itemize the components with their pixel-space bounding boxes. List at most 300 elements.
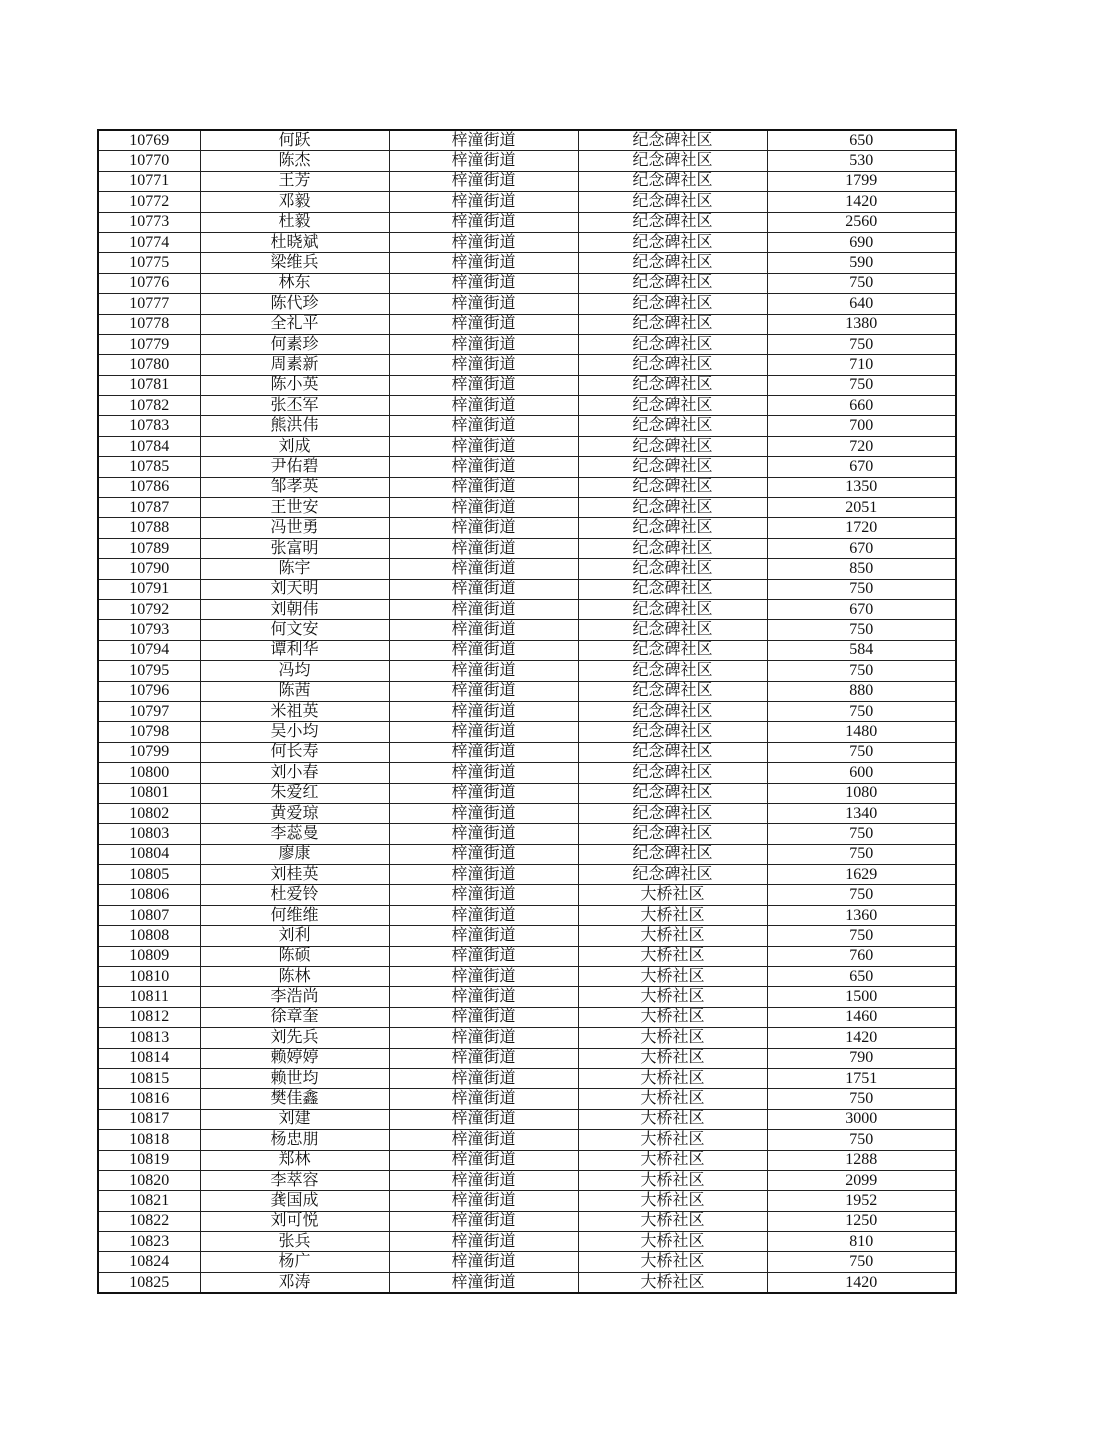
id-cell: 10769 (98, 130, 200, 151)
amount-cell: 3000 (767, 1109, 956, 1129)
street-cell: 梓潼街道 (389, 783, 578, 803)
amount-cell: 1340 (767, 803, 956, 823)
street-cell: 梓潼街道 (389, 375, 578, 395)
amount-cell: 750 (767, 926, 956, 946)
id-cell: 10810 (98, 967, 200, 987)
id-cell: 10784 (98, 436, 200, 456)
street-cell: 梓潼街道 (389, 865, 578, 885)
street-cell: 梓潼街道 (389, 1048, 578, 1068)
amount-cell: 1360 (767, 905, 956, 925)
community-cell: 纪念碑社区 (578, 355, 767, 375)
name-cell: 米祖英 (200, 701, 389, 721)
street-cell: 梓潼街道 (389, 620, 578, 640)
street-cell: 梓潼街道 (389, 599, 578, 619)
community-cell: 大桥社区 (578, 1252, 767, 1272)
amount-cell: 530 (767, 151, 956, 171)
amount-cell: 1420 (767, 1028, 956, 1048)
amount-cell: 2099 (767, 1170, 956, 1190)
name-cell: 刘先兵 (200, 1028, 389, 1048)
community-cell: 纪念碑社区 (578, 701, 767, 721)
community-cell: 纪念碑社区 (578, 661, 767, 681)
table-row (98, 416, 956, 436)
name-cell: 刘利 (200, 926, 389, 946)
name-cell: 张兵 (200, 1232, 389, 1252)
table-row (98, 620, 956, 640)
table-row (98, 1150, 956, 1170)
id-cell: 10813 (98, 1028, 200, 1048)
community-cell: 纪念碑社区 (578, 457, 767, 477)
amount-cell: 650 (767, 130, 956, 151)
name-cell: 陈宇 (200, 559, 389, 579)
id-cell: 10786 (98, 477, 200, 497)
community-cell: 大桥社区 (578, 967, 767, 987)
amount-cell: 690 (767, 232, 956, 252)
name-cell: 冯均 (200, 661, 389, 681)
name-cell: 刘成 (200, 436, 389, 456)
name-cell: 林东 (200, 273, 389, 293)
table-row (98, 151, 956, 171)
community-cell: 纪念碑社区 (578, 416, 767, 436)
table-row (98, 967, 956, 987)
table-row (98, 396, 956, 416)
name-cell: 李萃容 (200, 1170, 389, 1190)
table-row (98, 232, 956, 252)
table-row (98, 1007, 956, 1027)
amount-cell: 750 (767, 844, 956, 864)
amount-cell: 2051 (767, 498, 956, 518)
table-row (98, 661, 956, 681)
id-cell: 10801 (98, 783, 200, 803)
table-row (98, 987, 956, 1007)
street-cell: 梓潼街道 (389, 559, 578, 579)
data-table (97, 129, 957, 1294)
amount-cell: 750 (767, 273, 956, 293)
amount-cell: 670 (767, 457, 956, 477)
amount-cell: 750 (767, 1130, 956, 1150)
street-cell: 梓潼街道 (389, 334, 578, 354)
community-cell: 纪念碑社区 (578, 640, 767, 660)
id-cell: 10783 (98, 416, 200, 436)
table-row (98, 477, 956, 497)
name-cell: 杜晓斌 (200, 232, 389, 252)
id-cell: 10774 (98, 232, 200, 252)
name-cell: 张丕军 (200, 396, 389, 416)
name-cell: 赖婷婷 (200, 1048, 389, 1068)
id-cell: 10781 (98, 375, 200, 395)
community-cell: 纪念碑社区 (578, 375, 767, 395)
name-cell: 陈小英 (200, 375, 389, 395)
street-cell: 梓潼街道 (389, 987, 578, 1007)
amount-cell: 1080 (767, 783, 956, 803)
id-cell: 10816 (98, 1089, 200, 1109)
name-cell: 周素新 (200, 355, 389, 375)
community-cell: 纪念碑社区 (578, 538, 767, 558)
community-cell: 大桥社区 (578, 1211, 767, 1231)
id-cell: 10804 (98, 844, 200, 864)
community-cell: 纪念碑社区 (578, 824, 767, 844)
id-cell: 10807 (98, 905, 200, 925)
id-cell: 10779 (98, 334, 200, 354)
amount-cell: 1288 (767, 1150, 956, 1170)
community-cell: 大桥社区 (578, 905, 767, 925)
amount-cell: 1420 (767, 192, 956, 212)
id-cell: 10782 (98, 396, 200, 416)
street-cell: 梓潼街道 (389, 1089, 578, 1109)
community-cell: 纪念碑社区 (578, 865, 767, 885)
id-cell: 10790 (98, 559, 200, 579)
table-row (98, 294, 956, 314)
amount-cell: 1480 (767, 722, 956, 742)
table-row (98, 640, 956, 660)
table-row (98, 273, 956, 293)
amount-cell: 750 (767, 885, 956, 905)
name-cell: 李蕊曼 (200, 824, 389, 844)
id-cell: 10792 (98, 599, 200, 619)
street-cell: 梓潼街道 (389, 1068, 578, 1088)
community-cell: 大桥社区 (578, 1109, 767, 1129)
name-cell: 全礼平 (200, 314, 389, 334)
street-cell: 梓潼街道 (389, 1252, 578, 1272)
street-cell: 梓潼街道 (389, 824, 578, 844)
community-cell: 纪念碑社区 (578, 722, 767, 742)
table-row (98, 457, 956, 477)
amount-cell: 750 (767, 620, 956, 640)
id-cell: 10771 (98, 171, 200, 191)
street-cell: 梓潼街道 (389, 538, 578, 558)
street-cell: 梓潼街道 (389, 722, 578, 742)
name-cell: 何长寿 (200, 742, 389, 762)
name-cell: 何维维 (200, 905, 389, 925)
community-cell: 纪念碑社区 (578, 742, 767, 762)
street-cell: 梓潼街道 (389, 396, 578, 416)
id-cell: 10787 (98, 498, 200, 518)
amount-cell: 1250 (767, 1211, 956, 1231)
name-cell: 刘天明 (200, 579, 389, 599)
table-row (98, 599, 956, 619)
street-cell: 梓潼街道 (389, 1211, 578, 1231)
name-cell: 刘桂英 (200, 865, 389, 885)
street-cell: 梓潼街道 (389, 1007, 578, 1027)
street-cell: 梓潼街道 (389, 701, 578, 721)
id-cell: 10812 (98, 1007, 200, 1027)
amount-cell: 1460 (767, 1007, 956, 1027)
name-cell: 何文安 (200, 620, 389, 640)
name-cell: 谭利华 (200, 640, 389, 660)
community-cell: 纪念碑社区 (578, 844, 767, 864)
street-cell: 梓潼街道 (389, 498, 578, 518)
community-cell: 大桥社区 (578, 1130, 767, 1150)
table-row (98, 946, 956, 966)
community-cell: 大桥社区 (578, 885, 767, 905)
id-cell: 10796 (98, 681, 200, 701)
amount-cell: 750 (767, 661, 956, 681)
street-cell: 梓潼街道 (389, 763, 578, 783)
community-cell: 纪念碑社区 (578, 803, 767, 823)
table-row (98, 253, 956, 273)
name-cell: 黄爱琼 (200, 803, 389, 823)
id-cell: 10772 (98, 192, 200, 212)
community-cell: 纪念碑社区 (578, 171, 767, 191)
id-cell: 10778 (98, 314, 200, 334)
name-cell: 刘可悦 (200, 1211, 389, 1231)
street-cell: 梓潼街道 (389, 192, 578, 212)
amount-cell: 750 (767, 1252, 956, 1272)
amount-cell: 750 (767, 579, 956, 599)
street-cell: 梓潼街道 (389, 1272, 578, 1293)
name-cell: 刘小春 (200, 763, 389, 783)
name-cell: 李浩尚 (200, 987, 389, 1007)
name-cell: 龚国成 (200, 1191, 389, 1211)
community-cell: 大桥社区 (578, 926, 767, 946)
community-cell: 大桥社区 (578, 1048, 767, 1068)
amount-cell: 750 (767, 701, 956, 721)
street-cell: 梓潼街道 (389, 1150, 578, 1170)
community-cell: 纪念碑社区 (578, 436, 767, 456)
id-cell: 10814 (98, 1048, 200, 1068)
street-cell: 梓潼街道 (389, 518, 578, 538)
street-cell: 梓潼街道 (389, 926, 578, 946)
id-cell: 10777 (98, 294, 200, 314)
street-cell: 梓潼街道 (389, 294, 578, 314)
street-cell: 梓潼街道 (389, 253, 578, 273)
community-cell: 大桥社区 (578, 1089, 767, 1109)
table-row (98, 498, 956, 518)
street-cell: 梓潼街道 (389, 905, 578, 925)
name-cell: 邓涛 (200, 1272, 389, 1293)
amount-cell: 750 (767, 1089, 956, 1109)
name-cell: 冯世勇 (200, 518, 389, 538)
name-cell: 熊洪伟 (200, 416, 389, 436)
community-cell: 大桥社区 (578, 1170, 767, 1190)
name-cell: 王芳 (200, 171, 389, 191)
name-cell: 陈林 (200, 967, 389, 987)
amount-cell: 750 (767, 742, 956, 762)
street-cell: 梓潼街道 (389, 661, 578, 681)
community-cell: 大桥社区 (578, 1232, 767, 1252)
table-row (98, 375, 956, 395)
amount-cell: 1380 (767, 314, 956, 334)
table-row (98, 905, 956, 925)
amount-cell: 1350 (767, 477, 956, 497)
amount-cell: 1720 (767, 518, 956, 538)
name-cell: 何跃 (200, 130, 389, 151)
table-row (98, 1089, 956, 1109)
table-row (98, 783, 956, 803)
table-row (98, 1068, 956, 1088)
table-row (98, 130, 956, 151)
table-row (98, 885, 956, 905)
amount-cell: 720 (767, 436, 956, 456)
street-cell: 梓潼街道 (389, 579, 578, 599)
id-cell: 10824 (98, 1252, 200, 1272)
community-cell: 大桥社区 (578, 1191, 767, 1211)
amount-cell: 660 (767, 396, 956, 416)
table-row (98, 1211, 956, 1231)
table-row (98, 701, 956, 721)
table-row (98, 334, 956, 354)
amount-cell: 1420 (767, 1272, 956, 1293)
table-row (98, 824, 956, 844)
community-cell: 纪念碑社区 (578, 518, 767, 538)
table-row (98, 681, 956, 701)
community-cell: 大桥社区 (578, 1272, 767, 1293)
name-cell: 邓毅 (200, 192, 389, 212)
amount-cell: 600 (767, 763, 956, 783)
name-cell: 陈茜 (200, 681, 389, 701)
table-row (98, 1170, 956, 1190)
amount-cell: 1751 (767, 1068, 956, 1088)
amount-cell: 1500 (767, 987, 956, 1007)
table-row (98, 559, 956, 579)
table-row (98, 1028, 956, 1048)
table-row (98, 1252, 956, 1272)
id-cell: 10795 (98, 661, 200, 681)
table-row (98, 212, 956, 232)
amount-cell: 670 (767, 538, 956, 558)
street-cell: 梓潼街道 (389, 355, 578, 375)
id-cell: 10825 (98, 1272, 200, 1293)
id-cell: 10802 (98, 803, 200, 823)
community-cell: 纪念碑社区 (578, 681, 767, 701)
id-cell: 10773 (98, 212, 200, 232)
id-cell: 10809 (98, 946, 200, 966)
amount-cell: 2560 (767, 212, 956, 232)
table-row (98, 844, 956, 864)
community-cell: 大桥社区 (578, 946, 767, 966)
name-cell: 吴小均 (200, 722, 389, 742)
id-cell: 10805 (98, 865, 200, 885)
table-row (98, 314, 956, 334)
table-row (98, 1191, 956, 1211)
table-row (98, 742, 956, 762)
street-cell: 梓潼街道 (389, 416, 578, 436)
street-cell: 梓潼街道 (389, 477, 578, 497)
table-row (98, 436, 956, 456)
table-row (98, 518, 956, 538)
id-cell: 10775 (98, 253, 200, 273)
id-cell: 10793 (98, 620, 200, 640)
id-cell: 10803 (98, 824, 200, 844)
id-cell: 10770 (98, 151, 200, 171)
community-cell: 纪念碑社区 (578, 559, 767, 579)
amount-cell: 760 (767, 946, 956, 966)
name-cell: 邹孝英 (200, 477, 389, 497)
id-cell: 10823 (98, 1232, 200, 1252)
street-cell: 梓潼街道 (389, 640, 578, 660)
street-cell: 梓潼街道 (389, 885, 578, 905)
street-cell: 梓潼街道 (389, 967, 578, 987)
table-row (98, 803, 956, 823)
community-cell: 纪念碑社区 (578, 599, 767, 619)
id-cell: 10811 (98, 987, 200, 1007)
community-cell: 纪念碑社区 (578, 579, 767, 599)
amount-cell: 584 (767, 640, 956, 660)
table-row (98, 763, 956, 783)
community-cell: 纪念碑社区 (578, 253, 767, 273)
street-cell: 梓潼街道 (389, 1232, 578, 1252)
street-cell: 梓潼街道 (389, 314, 578, 334)
amount-cell: 1799 (767, 171, 956, 191)
amount-cell: 880 (767, 681, 956, 701)
name-cell: 陈杰 (200, 151, 389, 171)
street-cell: 梓潼街道 (389, 436, 578, 456)
community-cell: 纪念碑社区 (578, 620, 767, 640)
street-cell: 梓潼街道 (389, 742, 578, 762)
id-cell: 10788 (98, 518, 200, 538)
street-cell: 梓潼街道 (389, 1191, 578, 1211)
name-cell: 梁维兵 (200, 253, 389, 273)
street-cell: 梓潼街道 (389, 803, 578, 823)
id-cell: 10821 (98, 1191, 200, 1211)
id-cell: 10794 (98, 640, 200, 660)
name-cell: 杨广 (200, 1252, 389, 1272)
street-cell: 梓潼街道 (389, 232, 578, 252)
community-cell: 大桥社区 (578, 1150, 767, 1170)
community-cell: 纪念碑社区 (578, 396, 767, 416)
table-row (98, 1109, 956, 1129)
name-cell: 徐章奎 (200, 1007, 389, 1027)
street-cell: 梓潼街道 (389, 130, 578, 151)
id-cell: 10797 (98, 701, 200, 721)
id-cell: 10791 (98, 579, 200, 599)
community-cell: 纪念碑社区 (578, 498, 767, 518)
name-cell: 王世安 (200, 498, 389, 518)
id-cell: 10820 (98, 1170, 200, 1190)
street-cell: 梓潼街道 (389, 1130, 578, 1150)
community-cell: 纪念碑社区 (578, 130, 767, 151)
community-cell: 纪念碑社区 (578, 763, 767, 783)
table-row (98, 1232, 956, 1252)
community-cell: 纪念碑社区 (578, 232, 767, 252)
amount-cell: 750 (767, 375, 956, 395)
table-row (98, 865, 956, 885)
id-cell: 10806 (98, 885, 200, 905)
community-cell: 纪念碑社区 (578, 477, 767, 497)
name-cell: 刘建 (200, 1109, 389, 1129)
id-cell: 10818 (98, 1130, 200, 1150)
table-row (98, 722, 956, 742)
community-cell: 纪念碑社区 (578, 334, 767, 354)
amount-cell: 1952 (767, 1191, 956, 1211)
table-row (98, 538, 956, 558)
table-body (98, 130, 956, 1293)
street-cell: 梓潼街道 (389, 946, 578, 966)
table-row (98, 1272, 956, 1293)
street-cell: 梓潼街道 (389, 1170, 578, 1190)
name-cell: 张富明 (200, 538, 389, 558)
name-cell: 陈代珍 (200, 294, 389, 314)
table-row (98, 926, 956, 946)
name-cell: 郑林 (200, 1150, 389, 1170)
name-cell: 杜爱铃 (200, 885, 389, 905)
name-cell: 樊佳鑫 (200, 1089, 389, 1109)
community-cell: 纪念碑社区 (578, 273, 767, 293)
name-cell: 陈硕 (200, 946, 389, 966)
street-cell: 梓潼街道 (389, 212, 578, 232)
community-cell: 大桥社区 (578, 1068, 767, 1088)
amount-cell: 790 (767, 1048, 956, 1068)
id-cell: 10799 (98, 742, 200, 762)
id-cell: 10815 (98, 1068, 200, 1088)
street-cell: 梓潼街道 (389, 171, 578, 191)
community-cell: 纪念碑社区 (578, 294, 767, 314)
id-cell: 10819 (98, 1150, 200, 1170)
table-row (98, 1048, 956, 1068)
amount-cell: 750 (767, 334, 956, 354)
community-cell: 大桥社区 (578, 987, 767, 1007)
street-cell: 梓潼街道 (389, 844, 578, 864)
amount-cell: 850 (767, 559, 956, 579)
